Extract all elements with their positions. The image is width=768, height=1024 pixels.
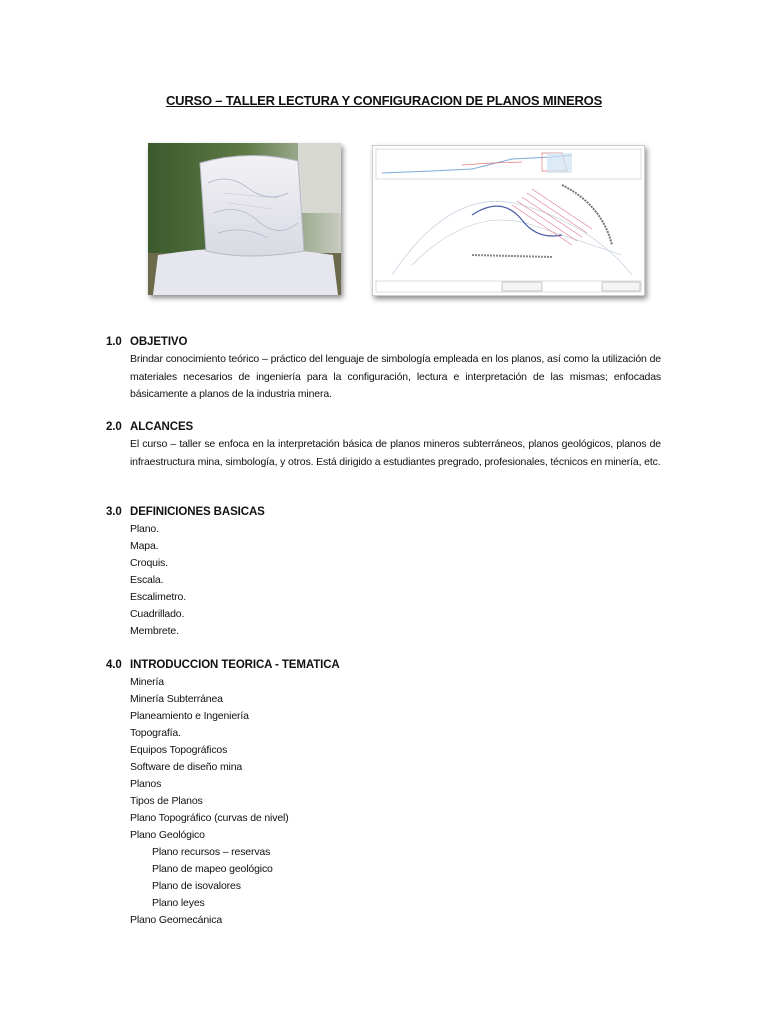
list-item: Escalimetro. [130, 591, 186, 603]
page-title: CURSO – TALLER LECTURA Y CONFIGURACION DE PLANOS MINEROS [165, 93, 603, 108]
list-subitem: Plano leyes [152, 897, 205, 909]
section-title: OBJETIVO [130, 336, 188, 348]
list-item: Membrete. [130, 625, 179, 637]
list-item: Software de diseño mina [130, 761, 243, 773]
list-item: Croquis. [130, 557, 168, 569]
section-number: 2.0 [106, 421, 122, 433]
list-subitem: Plano de isovalores [152, 880, 241, 892]
section-alcances [106, 419, 661, 471]
list-item: Cuadrillado. [130, 608, 185, 620]
list-item: Plano Topográfico (curvas de nivel) [130, 812, 289, 824]
section-definiciones [106, 504, 661, 640]
section-paragraph: El curso – taller se enfoca en la interpretación básica de planos mineros subterráneos, planos geológicos, planos de infraestructura mina, simbología, y otros. Está dirigido a estudiantes pregrado, profesionales, técnicos en minería, etc. [130, 438, 661, 468]
rolled-plans-image [148, 143, 341, 295]
section-number: 4.0 [106, 659, 122, 671]
section-heading [106, 334, 661, 351]
list-item: Plano Geológico [130, 829, 205, 841]
section-heading [106, 657, 661, 674]
list-subitem: Plano de mapeo geológico [152, 863, 273, 875]
list-item: Minería Subterránea [130, 693, 223, 705]
section-objetivo [106, 334, 661, 404]
list-item: Planeamiento e Ingeniería [130, 710, 249, 722]
section-introduccion [106, 657, 661, 929]
section-heading [106, 504, 661, 521]
list-item: Escala. [130, 574, 164, 586]
section-number: 1.0 [106, 336, 122, 348]
section-title: INTRODUCCION TEORICA - TEMATICA [130, 659, 340, 671]
section-title: DEFINICIONES BASICAS [130, 506, 265, 518]
section-paragraph: Brindar conocimiento teórico – práctico del lenguaje de simbología empleada en los planos, así como la utilización de materiales necesarios de ingeniería para la configuración, lectura e interpretación de las mismas; enfocadas básicamente a planos de la industria minera. [130, 353, 661, 400]
section-number: 3.0 [106, 506, 122, 518]
list-subitem: Plano recursos – reservas [152, 846, 271, 858]
photo-rolled-plans [148, 143, 341, 295]
section-heading [106, 419, 661, 436]
list-item: Planos [130, 778, 162, 790]
list-item: Topografía. [130, 727, 181, 739]
list-item: Plano Geomecánica [130, 914, 223, 926]
list-item: Equipos Topográficos [130, 744, 228, 756]
topics-list [130, 674, 661, 929]
list-item: Minería [130, 676, 164, 688]
list-item: Plano. [130, 523, 159, 535]
section-title: ALCANCES [130, 421, 194, 433]
mining-plan-image [372, 145, 645, 296]
list-item: Tipos de Planos [130, 795, 203, 807]
definitions-list [130, 521, 661, 640]
photo-mining-plan [372, 145, 645, 296]
list-item: Mapa. [130, 540, 159, 552]
